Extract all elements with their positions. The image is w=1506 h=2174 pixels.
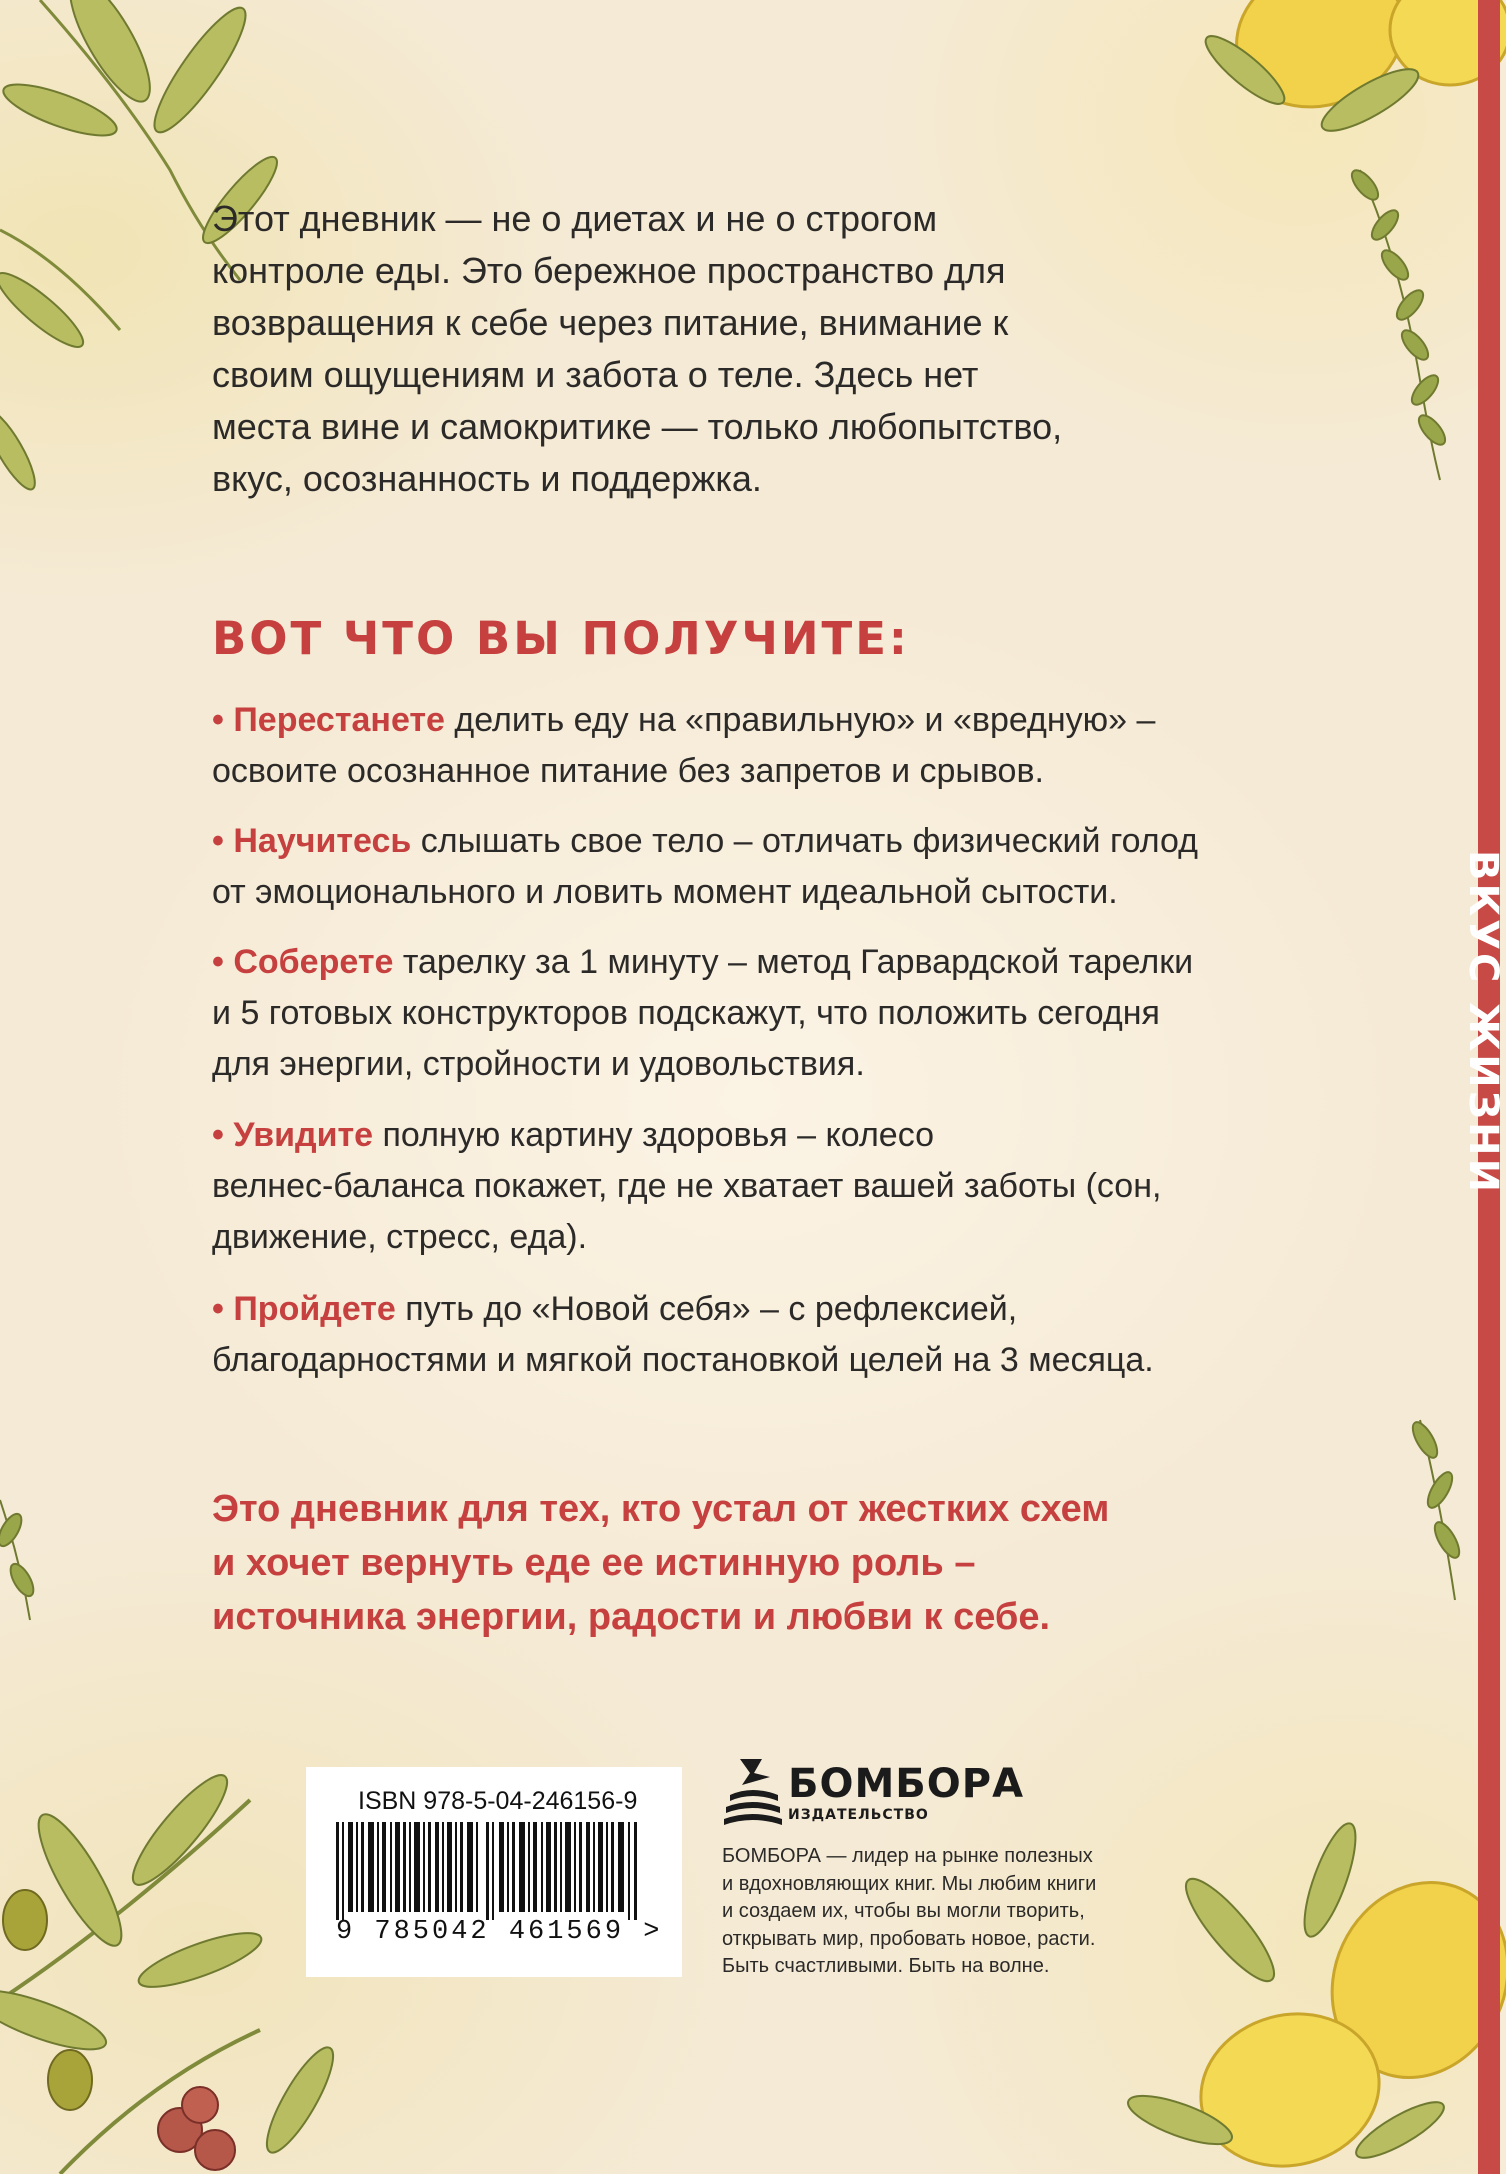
olive-branch-bottom-left — [0, 1765, 344, 2174]
benefit-highlight: Увидите — [233, 1116, 374, 1154]
publisher-logo — [722, 1755, 1025, 1830]
benefit-item — [212, 1110, 1352, 1263]
benefit-text: для энергии, стройности и удовольствия. — [212, 1045, 865, 1083]
spine-title-text: ВКУС ЖИЗНИ — [1460, 850, 1506, 1196]
intro-paragraph — [212, 193, 1312, 505]
benefit-text: полную картину здоровья – колесо — [373, 1116, 934, 1154]
benefit-highlight: Перестанете — [233, 701, 445, 739]
closing-line: Это дневник для тех, кто устал от жестких схем — [212, 1488, 1110, 1530]
benefit-highlight: Научитесь — [233, 822, 412, 860]
benefit-text: освоите осознанное питание без запретов и срывов. — [212, 752, 1044, 790]
bullet: • — [212, 1290, 224, 1328]
benefit-text: от эмоционального и ловить момент идеальной сытости. — [212, 873, 1118, 911]
closing-statement — [212, 1482, 1109, 1644]
intro-line: Этот дневник — не о диетах и не о строгом — [212, 198, 938, 239]
benefit-text: тарелку за 1 минуту – метод Гарвардской тарелки — [393, 943, 1194, 981]
benefit-item — [212, 816, 1352, 918]
intro-line: вкус, осознанность и поддержка. — [212, 458, 762, 499]
publisher-subtitle: ИЗДАТЕЛЬСТВО — [788, 1807, 929, 1823]
bullet: • — [212, 943, 224, 981]
barcode-number: 9 785042 461569 > — [336, 1917, 663, 1947]
isbn-barcode — [306, 1767, 682, 1977]
isbn-label: ISBN 978-5-04-246156-9 — [358, 1787, 638, 1815]
publisher-description-line: БОМБОРА — лидер на рынке полезных — [722, 1845, 1093, 1867]
publisher-description-line: Быть счастливыми. Быть на волне. — [722, 1955, 1050, 1977]
benefits-heading: ВОТ ЧТО ВЫ ПОЛУЧИТЕ: — [212, 612, 910, 665]
thyme-sprig-right — [1347, 166, 1449, 480]
benefit-item — [212, 695, 1352, 797]
closing-line: и хочет вернуть еде ее истинную роль – — [212, 1542, 976, 1584]
lemon-top-right — [1198, 0, 1506, 141]
publisher-name: БОМБОРА — [788, 1761, 1025, 1807]
barcode-bars — [336, 1822, 652, 1920]
benefit-text: делить еду на «правильную» и «вредную» – — [444, 701, 1156, 739]
spine-title — [1460, 850, 1506, 1196]
intro-line: своим ощущениям и забота о теле. Здесь нет — [212, 354, 979, 395]
bullet: • — [212, 701, 224, 739]
intro-line: места вине и самокритике — только любопытство, — [212, 406, 1063, 447]
benefit-text: благодарностями и мягкой постановкой целей на 3 месяца. — [212, 1341, 1154, 1379]
lemon-bottom-right — [1123, 1818, 1506, 2174]
bullet: • — [212, 822, 224, 860]
bullet: • — [212, 1116, 224, 1154]
benefit-text: и 5 готовых конструкторов подскажут, что положить сегодня — [212, 994, 1160, 1032]
benefit-text: движение, стресс, еда). — [212, 1218, 588, 1256]
benefit-highlight: Пройдете — [233, 1290, 396, 1328]
publisher-description-line: и создаем их, чтобы вы могли творить, — [722, 1900, 1085, 1922]
publisher-description-line: и вдохновляющих книг. Мы любим книги — [722, 1872, 1097, 1895]
publisher-description-line: открывать мир, пробовать новое, расти. — [722, 1927, 1096, 1950]
intro-line: возвращения к себе через питание, внимание к — [212, 302, 1009, 343]
intro-line: контроле еды. Это бережное пространство для — [212, 250, 1006, 291]
benefit-text: слышать свое тело – отличать физический голод — [411, 822, 1198, 860]
publisher-logo-icon — [722, 1755, 782, 1830]
publisher-description — [722, 1843, 1096, 1981]
benefit-item — [212, 1284, 1352, 1386]
closing-line: источника энергии, радости и любви к себе. — [212, 1596, 1051, 1638]
benefit-text: велнес-баланса покажет, где не хватает вашей заботы (сон, — [212, 1167, 1162, 1205]
benefit-item — [212, 937, 1352, 1090]
benefit-highlight: Соберете — [233, 943, 394, 981]
benefit-text: путь до «Новой себя» – с рефлексией, — [395, 1290, 1018, 1328]
